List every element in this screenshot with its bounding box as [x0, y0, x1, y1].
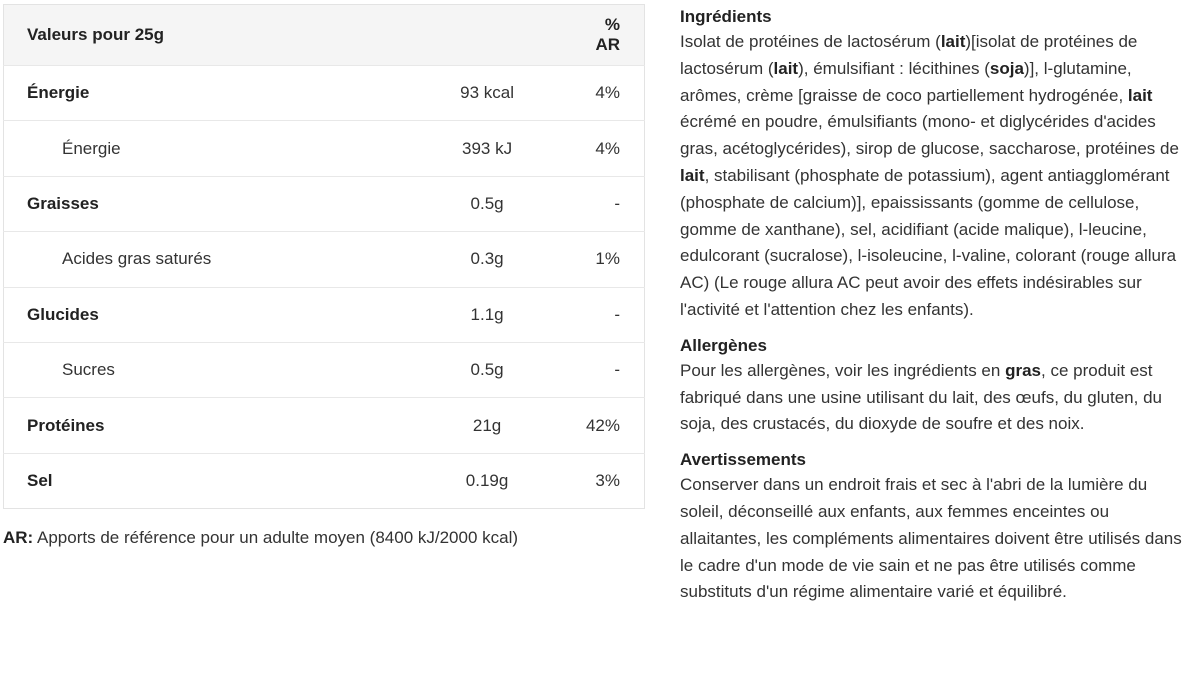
nutrient-name: Énergie	[62, 138, 121, 158]
nutrition-row	[4, 232, 645, 287]
nutrient-ar: 42%	[585, 415, 620, 435]
nutrient-name: Sucres	[62, 360, 115, 380]
text-segment: , ce produit est fabriqué dans une usine utilisant du lait, des œufs, du gluten, du soja, des crustacés, du dioxyde de soufre et des noix.	[680, 360, 1162, 434]
nutrient-ar: 4%	[595, 83, 620, 103]
nutrient-value: 393 kJ	[462, 138, 513, 158]
ar-footnote-text: Apports de référence pour un adulte moyen (8400 kJ/2000 kcal)	[37, 528, 519, 548]
nutrition-row	[4, 453, 645, 508]
warnings-section	[680, 448, 1190, 606]
nutrient-ar: 1%	[595, 249, 620, 269]
nutrient-value: 93 kcal	[460, 83, 514, 103]
nutrition-row	[4, 287, 645, 342]
ar-footnote-label: AR:	[3, 528, 34, 548]
nutrient-ar: 3%	[595, 470, 620, 490]
warnings-title: Avertissements	[680, 450, 806, 470]
allergen-highlight: soja	[989, 58, 1024, 78]
nutrient-ar: -	[614, 304, 620, 324]
header-value	[388, 5, 586, 66]
nutrient-ar: -	[614, 193, 620, 213]
nutrition-panel	[3, 4, 645, 548]
text-segment: , stabilisant (phosphate de potassium), agent antiagglomérant (phosphate de calcium)], epaississants (gomme de cellulose, gomme de xanthane), sel, acidifiant (acide malique), l-leucine, edulcorant (sucralose), l-isoleucine, l-valine, colorant (rouge allura AC) (Le rouge allura AC peut avoir des effets indésirables sur l'activité et l'attention chez les enfants).	[680, 165, 1177, 319]
product-info-panel	[680, 5, 1190, 616]
nutrient-name: Acides gras saturés	[62, 249, 212, 269]
nutrient-value: 21g	[472, 415, 502, 435]
nutrient-name: Sel	[27, 470, 53, 490]
nutrient-name: Protéines	[27, 415, 105, 435]
nutrition-table	[3, 4, 645, 509]
header-serving-label: Valeurs pour 25g	[27, 25, 164, 44]
nutrient-value: 0.3g	[470, 249, 504, 269]
text-segment: )], l-glutamine, arômes, crème [graisse de coco partiellement hydrogénée,	[680, 58, 1132, 105]
nutrient-name: Glucides	[27, 304, 99, 324]
nutrient-name: Graisses	[27, 193, 99, 213]
nutrition-row	[4, 398, 645, 453]
nutrient-ar: 4%	[595, 138, 620, 158]
text-segment: écrémé en poudre, émulsifiants (mono- et diglycérides d'acides gras, acétoglycérides), sirop de glucose, saccharose, protéines de	[680, 112, 1179, 159]
nutrition-table-body	[4, 66, 645, 509]
nutrition-row	[4, 342, 645, 397]
nutrient-value: 0.5g	[470, 193, 504, 213]
nutrient-ar: -	[614, 360, 620, 380]
allergen-highlight: lait	[940, 32, 966, 51]
ingredients-text	[680, 29, 1190, 324]
nutrition-table-header	[4, 5, 645, 66]
nutrition-row	[4, 66, 645, 121]
nutrient-name: Énergie	[27, 83, 90, 103]
allergen-highlight: lait	[1127, 85, 1153, 105]
allergens-text	[680, 358, 1190, 438]
ar-footnote	[3, 528, 645, 548]
text-segment: Pour les allergènes, voir les ingrédients en	[680, 360, 1006, 380]
warnings-text: Conserver dans un endroit frais et sec à l'abri de la lumière du soleil, déconseillé aux enfants, aux femmes enceintes ou allaitantes, les compléments alimentaires doivent être utilisés dans le cadre d'un mode de vie sain et ne pas être utilisés comme substituts d'un régime alimentaire varié et équilibré.	[680, 475, 1182, 602]
allergen-highlight: lait	[680, 165, 705, 185]
ingredients-section	[680, 5, 1190, 324]
nutrient-value: 0.5g	[470, 360, 504, 380]
nutrition-row	[4, 176, 645, 231]
header-ar-label: % AR	[595, 15, 620, 54]
allergen-highlight: lait	[773, 58, 799, 78]
nutrient-value: 1.1g	[470, 304, 504, 324]
nutrient-value: 0.19g	[465, 470, 509, 490]
text-segment: )[isolat de protéines de lactosérum (	[680, 32, 1138, 78]
allergen-highlight: gras	[1005, 360, 1041, 380]
allergens-section	[680, 334, 1190, 438]
text-segment: Isolat de protéines de lactosérum (	[680, 32, 941, 51]
text-segment: ), émulsifiant : lécithines (	[798, 58, 990, 78]
nutrition-row	[4, 121, 645, 176]
ingredients-title: Ingrédients	[680, 7, 772, 26]
allergens-title: Allergènes	[680, 335, 767, 355]
